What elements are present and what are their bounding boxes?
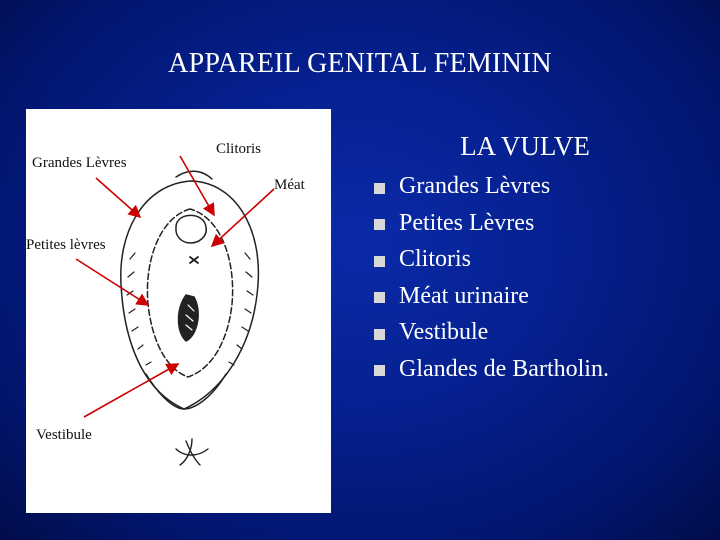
square-bullet-icon	[374, 329, 385, 340]
label-meat: Méat	[274, 177, 305, 193]
arrow-petites-levres	[76, 259, 148, 305]
section-heading: LA VULVE	[460, 131, 590, 161]
arrow-grandes-levres	[96, 178, 140, 217]
bullet-text: Glandes de Bartholin.	[399, 355, 609, 382]
square-bullet-icon	[374, 292, 385, 303]
arrow-meat	[212, 189, 274, 246]
square-bullet-icon	[374, 183, 385, 194]
list-item	[374, 205, 609, 242]
arrow-clitoris	[180, 156, 214, 215]
arrow-vestibule	[84, 364, 178, 417]
slide-title: APPAREIL GENITAL FEMININ	[168, 48, 552, 79]
bullet-text: Clitoris	[399, 246, 472, 272]
square-bullet-icon	[374, 365, 385, 376]
list-item	[374, 168, 609, 205]
list-item	[374, 278, 609, 315]
list-item	[374, 241, 609, 278]
vulva-diagram	[26, 109, 331, 513]
bullet-text: Grandes Lèvres	[399, 173, 551, 199]
bullet-text: Vestibule	[399, 319, 489, 345]
label-vestibule: Vestibule	[36, 427, 92, 443]
label-petites-levres: Petites lèvres	[26, 237, 106, 253]
bullet-text: Méat urinaire	[399, 282, 529, 309]
bullet-list	[374, 168, 609, 387]
label-grandes-levres: Grandes Lèvres	[32, 155, 127, 171]
list-item	[374, 351, 609, 388]
vestibule-opening	[179, 295, 199, 341]
clitoris-hood	[176, 215, 206, 243]
square-bullet-icon	[374, 256, 385, 267]
list-item	[374, 314, 609, 351]
square-bullet-icon	[374, 219, 385, 230]
bullet-text: Petites Lèvres	[399, 209, 535, 236]
label-clitoris: Clitoris	[216, 141, 262, 157]
petites-levres-outline	[147, 209, 232, 377]
anus-mark	[176, 439, 208, 465]
